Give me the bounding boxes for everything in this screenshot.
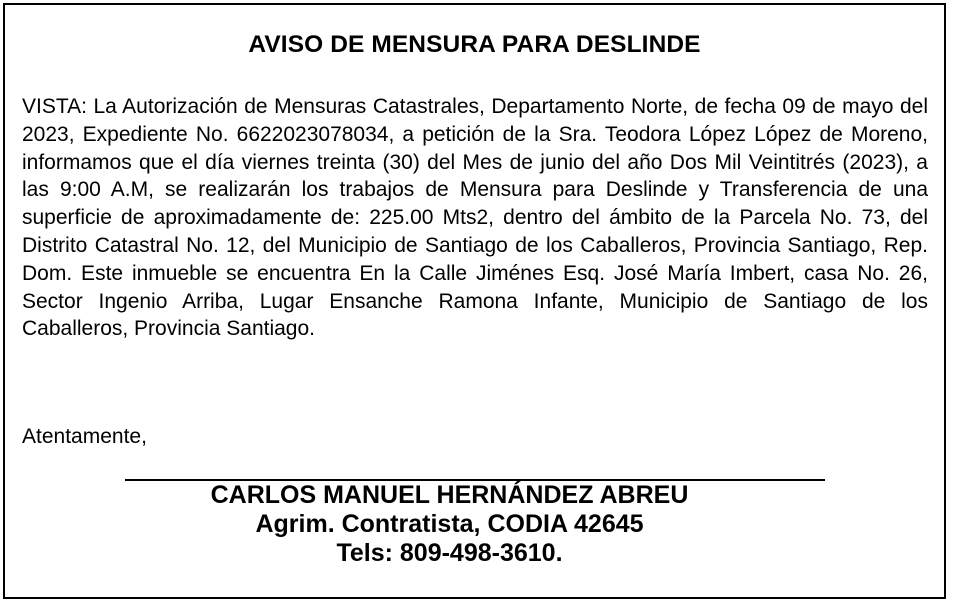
closing-text: Atentamente,	[22, 425, 147, 448]
signer-phone: Tels: 809-498-3610.	[336, 539, 563, 567]
signature-block	[5, 481, 944, 568]
signer-name: CARLOS MANUEL HERNÁNDEZ ABREU	[210, 481, 689, 509]
signer-title: Agrim. Contratista, CODIA 42645	[255, 510, 644, 538]
notice-frame	[3, 3, 946, 599]
notice-body: VISTA: La Autorización de Mensuras Catastrales, Departamento Norte, de fecha 09 de mayo del 2023, Expediente No. 6622023078034, a petición de la Sra. Teodora López López de Moreno, informamos que el día viernes treinta (30) del Mes de junio del año Dos Mil Veintitrés (2023), a las 9:00 A.M, se realizarán los trabajos de Mensura para Deslinde y Transferencia de una superficie de aproximadamente de: 225.00 Mts2, dentro del ámbito de la Parcela No. 73, del Distrito Catastral No. 12, del Municipio de Santiago de los Caballeros, Provincia Santiago, Rep. Dom. Este inmueble se encuentra En la Calle Jiménes Esq. José María Imbert, casa No. 26, Sector Ingenio Arriba, Lugar Ensanche Ramona Infante, Municipio de Santiago de los Caballeros, Provincia Santiago.	[22, 95, 928, 341]
notice-title: AVISO DE MENSURA PARA DESLINDE	[248, 31, 701, 58]
